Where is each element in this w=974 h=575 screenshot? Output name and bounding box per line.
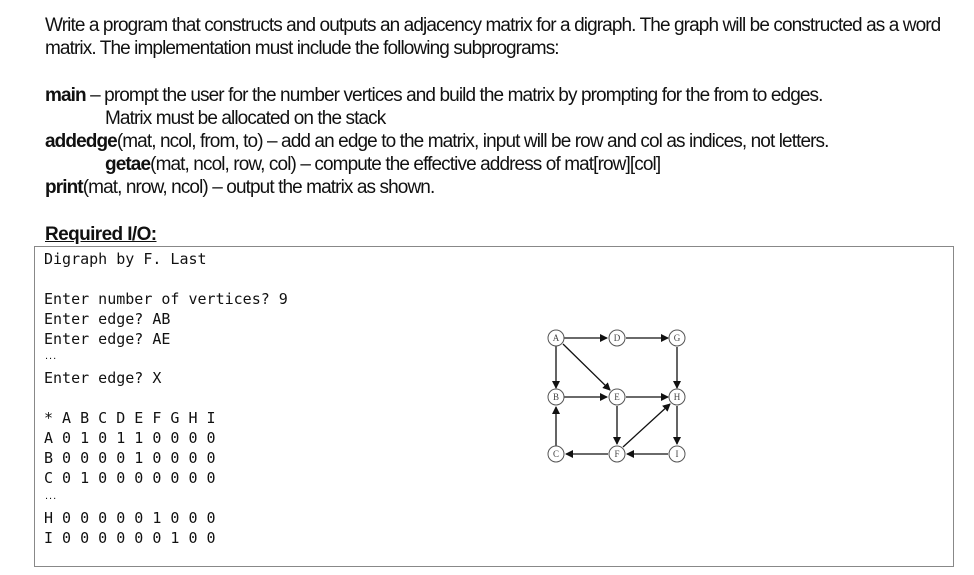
- required-io-heading: Required I/O:: [45, 224, 157, 245]
- main-line-2: Matrix must be allocated on the stack: [105, 108, 386, 129]
- main-name: main: [45, 85, 86, 106]
- matrix-row-h: H 0 0 0 0 0 1 0 0 0: [44, 509, 216, 527]
- addedge-line: [45, 131, 829, 153]
- node-b-label: B: [552, 392, 560, 402]
- node-c-label: C: [552, 449, 560, 459]
- print-name: print: [45, 177, 83, 198]
- matrix-row-i: I 0 0 0 0 0 0 1 0 0: [44, 529, 216, 547]
- matrix-row-a: A 0 1 0 1 1 0 0 0 0: [44, 429, 216, 447]
- edge-f-h: [623, 404, 670, 447]
- io-title-line: Digraph by F. Last: [44, 250, 207, 268]
- io-prompt-vertices: Enter number of vertices? 9: [44, 290, 288, 308]
- intro-paragraph: Write a program that constructs and outputs an adjacency matrix for a digraph. The graph will be constructed as a word matrix. The implementation must include the following subprograms:: [45, 15, 941, 59]
- main-line: [45, 85, 823, 107]
- matrix-row-b: B 0 0 0 0 1 0 0 0 0: [44, 449, 216, 467]
- io-ellipsis-2: ...: [45, 490, 58, 502]
- matrix-row-c: C 0 1 0 0 0 0 0 0 0: [44, 469, 216, 487]
- node-a-label: A: [552, 333, 560, 343]
- digraph-diagram: [535, 320, 695, 470]
- node-g-label: G: [673, 333, 681, 343]
- node-i-label: I: [675, 449, 679, 459]
- io-prompt-edge-1: Enter edge? AB: [44, 310, 171, 328]
- io-prompt-edge-2: Enter edge? AE: [44, 330, 171, 348]
- matrix-header: * A B C D E F G H I: [44, 409, 216, 427]
- node-f-label: F: [614, 449, 620, 459]
- addedge-name: addedge: [45, 131, 117, 152]
- node-h-label: H: [673, 392, 681, 402]
- addedge-description: (mat, ncol, from, to) – add an edge to the matrix, input will be row and col as indices, not letters.: [116, 131, 829, 152]
- getae-description: (mat, ncol, row, col) – compute the effective address of mat[row][col]: [150, 154, 661, 175]
- getae-name: getae: [105, 154, 151, 175]
- io-prompt-edge-last: Enter edge? X: [44, 369, 162, 387]
- main-description: – prompt the user for the number vertices and build the matrix by prompting for the from to edges.: [85, 85, 823, 106]
- node-e-label: E: [614, 392, 620, 402]
- io-ellipsis-1: ...: [45, 350, 58, 362]
- getae-line: [105, 154, 660, 176]
- edge-a-e: [563, 344, 610, 390]
- node-d-label: D: [613, 333, 621, 343]
- print-description: (mat, nrow, ncol) – output the matrix as shown.: [82, 177, 435, 198]
- print-line: [45, 177, 434, 199]
